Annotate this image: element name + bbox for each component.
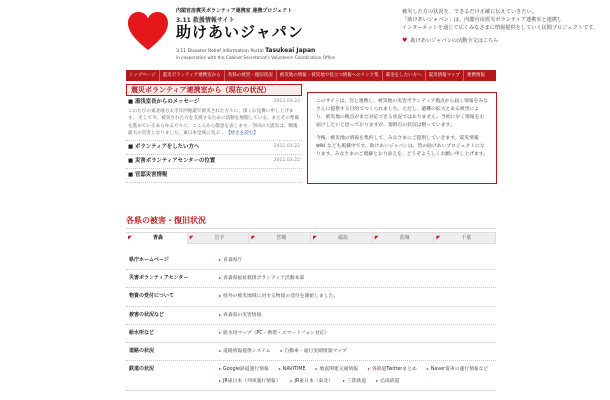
info-link[interactable]: ▸ 青森県福祉救援ボランティア活動本部 (219, 275, 304, 282)
intro-line: インターネットを通じて広くみなさまに情報提供をしていく民間プロジェクトです。 (402, 25, 599, 32)
row-links (216, 343, 496, 360)
corner-mark-icon: ◤ (313, 235, 317, 241)
tab-chiba[interactable] (434, 232, 496, 244)
news-entry-date: 2011.03.22 (273, 158, 300, 164)
nav-item-links[interactable]: 被災地の情報・被災地で役立つ情報へのリンク集 (277, 70, 383, 81)
info-link[interactable]: ▸ 給水用マップ（PC・携帯・スマートフォン対応） (219, 330, 329, 337)
news-entry (126, 155, 302, 169)
corner-mark-icon: ◤ (189, 235, 194, 241)
corner-mark-icon: ◤ (436, 235, 441, 241)
intro-line: 被災した方の状況を、できるだけ正確に伝えていきたい。 (402, 9, 537, 15)
tab-label: 福島 (337, 235, 348, 241)
info-link[interactable]: ▸ Naver電車の運行情報など (427, 366, 488, 373)
news-entry-title[interactable]: ■ ボランティアをしたい方へ (128, 144, 200, 151)
main-nav (126, 70, 496, 81)
english-subline: in cooperation with the Cabinet Secretariat's Volunteers Coordination Office (176, 54, 336, 60)
info-link[interactable]: ▸ JR東日本（東北） (291, 378, 333, 385)
heart-icon: ♥ (402, 37, 408, 45)
news-entry-date: 2011.03.22 (273, 99, 300, 104)
corner-mark-icon: ◤ (128, 235, 132, 241)
tab-label: 茨城 (399, 235, 410, 241)
read-more-link[interactable]: 【続きを読む】 (225, 131, 259, 137)
info-link[interactable]: ▸ 地震関連交通情報 (316, 366, 358, 373)
nav-item-partners[interactable]: 連携情報 (467, 73, 485, 78)
info-link[interactable]: ▸ NAVITIME (279, 366, 306, 373)
tab-label: 千葉 (461, 235, 472, 241)
info-link[interactable]: ▸ 自動車・通行実績情報マップ (281, 348, 347, 355)
info-link[interactable]: ▸ 青森県庁 (219, 257, 242, 264)
news-entry-date: 2011.03.22 (273, 144, 300, 150)
row-links (216, 270, 496, 287)
org-label: 内閣官房震災ボランティア連携室 連携プロジェクト (176, 8, 293, 14)
news-entry-title[interactable]: ■ 災害ボランティアセンターの位置 (128, 158, 216, 165)
divider (126, 228, 496, 229)
news-entry (126, 169, 302, 183)
info-link[interactable]: ▸ 弘南鉄道 (376, 378, 399, 385)
news-entry-title[interactable]: ■ 官邸災害情報 (128, 172, 168, 179)
news-entry-body (128, 108, 300, 137)
table-row (126, 288, 496, 306)
table-row (126, 252, 496, 270)
info-link[interactable]: ▸ Google鉄道運行情報 (219, 366, 269, 373)
prefecture-tabs (126, 232, 496, 244)
news-entry-title[interactable]: ■ 湯浅室長からのメッセージ (128, 99, 200, 105)
brand-block (176, 8, 336, 60)
row-label: 災害ボランティアセンター (129, 275, 189, 282)
news-section-title: 震災ボランティア連携室から（現在の状況） (126, 84, 302, 96)
info-link[interactable]: ▸ 三陸鉄道 (343, 378, 366, 385)
info-link[interactable]: ▸ 青森県の災害情報 (219, 312, 261, 319)
tab-fukushima[interactable] (311, 232, 373, 244)
about-link-label: 助けあいジャパンの活動全文はこちら (410, 37, 499, 44)
row-links (216, 361, 496, 389)
tab-miyagi[interactable] (249, 232, 311, 244)
notice-paragraph: 今後、被災地の情報を集約して、みなさまにご提供していきます。震災情報 wiki なども掲載中です。助けあいジャパンは、皆の助けあいプロジェクトになります。みなさまのご理解とお力添えを、どうぞよろしくお願い申し上げます。 (316, 135, 488, 157)
row-label: 道路の状況 (129, 348, 155, 355)
nav-item-donation[interactable]: 募金をしたい方へ (383, 70, 426, 81)
row-label: 県庁ホームページ (129, 257, 169, 263)
table-row (126, 307, 496, 325)
corner-mark-icon: ◤ (374, 235, 379, 241)
site-header (126, 8, 599, 66)
intro-line: 「助けあいジャパン」は、内閣官房震災ボランティア連携室と連携し (402, 17, 563, 24)
info-link[interactable]: ▸ 県外の被災地域に対する物資の受付を開始しました。 (219, 293, 338, 300)
table-row (126, 361, 496, 390)
news-entry-text: このたびの東北地方太平洋沖地震で被災された方々に、深くお見舞い申し上げます。 そして今、被災された方を支援するために活動を展開している、またその準備を進めているあらゆる方々に、こころから敬意を表します。今回の大震災は、戦後最大の災害となりました。東日本全域に及ぶ… (128, 109, 300, 137)
nav-item-volunteer-office[interactable]: 震災ボランティア連携室から (160, 70, 225, 81)
tab-ibaraki[interactable] (373, 232, 435, 244)
prefecture-info-table (126, 252, 496, 391)
tab-label: 宮城 (276, 235, 287, 241)
nav-item-map[interactable]: 震災情報マップ (426, 70, 464, 81)
tab-label: 青森 (152, 235, 163, 241)
site-subtitle: 3.11 救援情報サイト (176, 16, 235, 24)
info-link[interactable]: ▸ 各鉄道Twitterまとめ (368, 366, 417, 373)
intro-text (402, 8, 610, 45)
news-entry (126, 141, 302, 155)
row-label: 被害の状況など (129, 311, 165, 318)
english-title-text: 3.11 Disaster Relief Information Portal (176, 48, 264, 54)
notice-paragraph: このサイトは、官と連携し、被災地の災害ボランティア拠点から届く情報をみなさんに提供する目的でつくられました。ただし、避難の拡大とある被害により、被災地の拠点がまだ対応できる状況ではありません。当初に早く情報をお届けしたいと思っておりますが、現時点の状況は整っています。 (316, 99, 488, 129)
info-link[interactable]: ▸ JR東日本（列車運行情報） (219, 378, 281, 385)
row-label: 物資の受付について (129, 293, 174, 300)
tab-label: 岩手 (214, 235, 225, 241)
row-links (216, 307, 496, 324)
row-links (216, 325, 496, 342)
news-column (126, 84, 302, 226)
corner-mark-icon: ◤ (251, 235, 256, 241)
table-row (126, 343, 496, 361)
site-notice-box (307, 92, 497, 184)
table-row (126, 325, 496, 343)
about-link[interactable] (402, 36, 610, 45)
tab-aomori[interactable] (126, 232, 188, 244)
prefecture-section-title: 各県の被害・復旧状況 (126, 216, 206, 225)
info-link[interactable]: ▸ 道路情報提供システム (219, 348, 271, 355)
english-title (176, 47, 336, 55)
row-label: 給水所など (129, 329, 155, 336)
table-row (126, 270, 496, 288)
tab-iwate[interactable] (188, 232, 250, 244)
row-links (216, 252, 496, 269)
row-label: 鉄道の状況 (129, 366, 155, 373)
row-links (216, 288, 496, 305)
heart-logo-icon[interactable] (126, 10, 170, 54)
news-entry (126, 96, 302, 141)
site-name[interactable]: 助けあいジャパン (176, 23, 304, 42)
nav-item-prefecture-status[interactable]: 各県の被害・復旧状況 (225, 70, 277, 81)
english-name: Tasukeai Japan (265, 46, 316, 54)
nav-item-top[interactable]: トップページ (126, 70, 160, 81)
